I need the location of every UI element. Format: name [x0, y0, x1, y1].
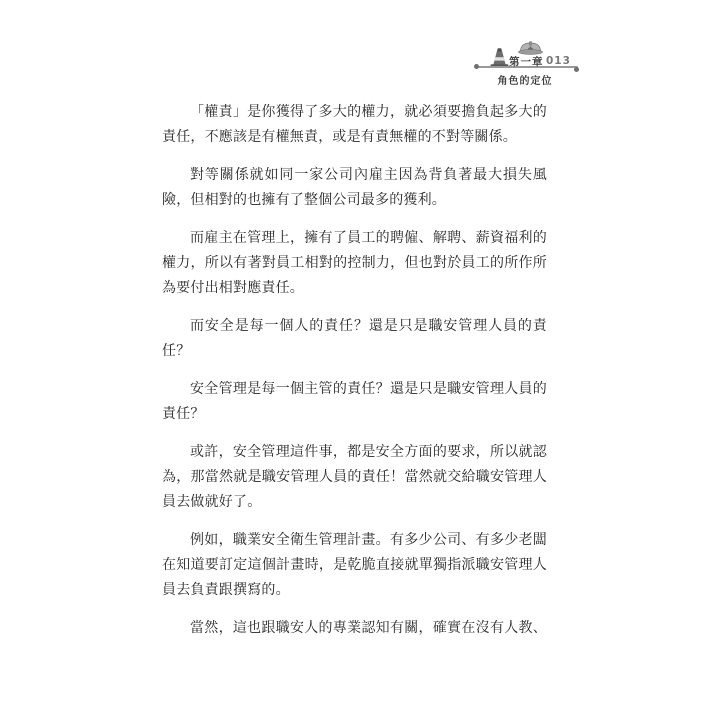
- text-line: 員去做就好了。: [162, 494, 262, 510]
- paragraph: [162, 616, 547, 641]
- text-line: 而安全是每一個人的責任？還是只是職安管理人員的責: [190, 318, 547, 334]
- text-line: 任？: [162, 343, 191, 359]
- paragraph: [162, 440, 547, 515]
- text-line: 在知道要訂定這個計畫時，是乾脆直接就單獨指派職安管理人: [162, 557, 547, 573]
- text-line: 「權責」是你獲得了多大的權力，就必須要擔負起多大的: [190, 104, 547, 120]
- text-line: 或許，安全管理這件事，都是安全方面的要求，所以就認: [190, 444, 547, 460]
- text-line: 險，但相對的也擁有了整個公司最多的獲利。: [162, 192, 446, 208]
- text-line: 當然，這也跟職安人的專業認知有關，確實在沒有人教、: [190, 620, 547, 636]
- chapter-header: [470, 40, 588, 88]
- text-line: 員去負責跟撰寫的。: [162, 582, 290, 598]
- text-line: 責任，不應該是有權無責，或是有責無權的不對等關係。: [162, 129, 517, 145]
- text-line: 權力，所以有著對員工相對的控制力，但也對於員工的所作所: [162, 255, 547, 271]
- paragraph: [162, 163, 547, 213]
- page-number: 013: [546, 55, 571, 67]
- section-title: 角色的定位: [497, 76, 553, 87]
- body-text: [162, 100, 547, 654]
- chapter-label: 第一章: [509, 56, 544, 68]
- text-line: 安全管理是每一個主管的責任？還是只是職安管理人員的: [190, 381, 547, 397]
- paragraph: [162, 314, 547, 364]
- text-line: 例如，職業安全衛生管理計畫。有多少公司、有多少老闆: [190, 532, 547, 548]
- text-line: 責任？: [162, 406, 205, 422]
- text-line: 對等關係就如同一家公司內雇主因為背負著最大損失風: [190, 167, 547, 183]
- text-line: 而雇主在管理上，擁有了員工的聘僱、解聘、薪資福利的: [190, 230, 547, 246]
- paragraph: [162, 528, 547, 603]
- rule-dot-left-icon: [474, 64, 479, 69]
- text-line: 為，那當然就是職安管理人員的責任！當然就交給職安管理人: [162, 469, 547, 485]
- text-line: 為要付出相對應責任。: [162, 280, 304, 296]
- traffic-cone-icon: [490, 47, 509, 72]
- paragraph: [162, 100, 547, 150]
- paragraph: [162, 377, 547, 427]
- paragraph: [162, 226, 547, 301]
